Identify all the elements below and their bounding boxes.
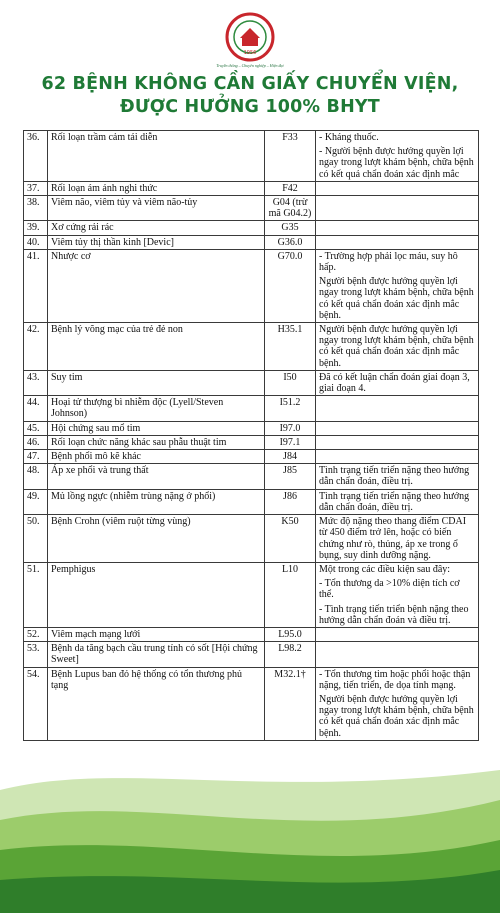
icd-code: G36.0 — [265, 235, 316, 249]
conditions-cell — [316, 396, 479, 421]
conditions-cell — [316, 627, 479, 641]
row-number: 38. — [24, 196, 48, 221]
disease-name: Áp xe phổi và trung thất — [48, 464, 265, 489]
disease-name: Suy tim — [48, 370, 265, 395]
row-number: 49. — [24, 489, 48, 514]
conditions-cell — [316, 235, 479, 249]
icd-code: F33 — [265, 131, 316, 182]
disease-name: Rối loạn ám ảnh nghi thức — [48, 181, 265, 195]
table-row — [24, 435, 479, 449]
row-number: 47. — [24, 450, 48, 464]
conditions-cell — [316, 515, 479, 563]
table-row — [24, 642, 479, 667]
icd-code: G35 — [265, 221, 316, 235]
disease-name: Bệnh lý võng mạc của trẻ đẻ non — [48, 323, 265, 371]
conditions-cell — [316, 196, 479, 221]
conditions-cell — [316, 562, 479, 627]
disease-name: Viêm mạch mạng lưới — [48, 627, 265, 641]
icd-code: L98.2 — [265, 642, 316, 667]
disease-name: Viêm não, viêm tủy và viêm não-tủy — [48, 196, 265, 221]
row-number: 40. — [24, 235, 48, 249]
conditions-cell — [316, 435, 479, 449]
icd-code: J85 — [265, 464, 316, 489]
row-number: 43. — [24, 370, 48, 395]
row-number: 46. — [24, 435, 48, 449]
conditions-cell — [316, 464, 479, 489]
table-row — [24, 667, 479, 740]
condition-text: - Trường hợp phải lọc máu, suy hô hấp. — [319, 250, 458, 274]
conditions-cell — [316, 421, 479, 435]
row-number: 45. — [24, 421, 48, 435]
disease-table — [23, 130, 475, 741]
conditions-cell — [316, 323, 479, 371]
page-title-line2: ĐƯỢC HƯỞNG 100% BHYT — [120, 97, 380, 117]
row-number: 51. — [24, 562, 48, 627]
disease-name: Pemphigus — [48, 562, 265, 627]
table-row — [24, 196, 479, 221]
table-row — [24, 323, 479, 371]
conditions-cell — [316, 489, 479, 514]
disease-name: Hội chứng sau mổ tim — [48, 421, 265, 435]
row-number: 52. — [24, 627, 48, 641]
conditions-cell — [316, 131, 479, 182]
icd-code: K50 — [265, 515, 316, 563]
conditions-cell — [316, 667, 479, 740]
table-row — [24, 515, 479, 563]
table-row — [24, 627, 479, 641]
icd-code: G70.0 — [265, 249, 316, 322]
condition-text: Một trong các điều kiện sau đây: — [319, 563, 451, 575]
row-number: 36. — [24, 131, 48, 182]
logo-caption: Truyền thống – Chuyên nghiệp – Hiện đại — [216, 63, 284, 68]
condition-text: Tình trạng tiến triển nặng theo hướng dẫn chẩn đoán, điều trị. — [319, 490, 470, 513]
table-row — [24, 221, 479, 235]
table-row — [24, 464, 479, 489]
icd-code: I51.2 — [265, 396, 316, 421]
conditions-cell — [316, 221, 479, 235]
disease-name: Bệnh phổi mô kẽ khác — [48, 450, 265, 464]
table-row — [24, 421, 479, 435]
conditions-cell — [316, 370, 479, 395]
condition-text: - Người bệnh được hưởng quyền lợi ngay trong lượt khám bệnh, chữa bệnh có kết quả chẩn đoán xác định mắc — [319, 146, 474, 180]
disease-name: Viêm tủy thị thần kinh [Devic] — [48, 235, 265, 249]
icd-code: M32.1† — [265, 667, 316, 740]
icd-code: I50 — [265, 370, 316, 395]
condition-text: - Tổn thương tim hoặc phổi hoặc thận nặng, tiến triển, đe dọa tính mạng. — [319, 668, 471, 691]
row-number: 44. — [24, 396, 48, 421]
table-row — [24, 131, 479, 182]
disease-name: Rối loạn trầm cảm tái diễn — [48, 131, 265, 182]
row-number: 54. — [24, 667, 48, 740]
disease-name: Bệnh Lupus ban đỏ hệ thống có tổn thương phủ tạng — [48, 667, 265, 740]
table-row — [24, 562, 479, 627]
condition-text: Đã có kết luận chẩn đoán giai đoạn 3, giai đoạn 4. — [319, 371, 470, 395]
condition-text: Người bệnh được hưởng quyền lợi ngay trong lượt khám bệnh, chữa bệnh có kết quả chẩn đoán xác định mắc bệnh. — [319, 324, 474, 369]
condition-text: Mức độ nặng theo thang điểm CDAI từ 450 điểm trở lên, hoặc có biến chứng như rò, thủng, áp xe trong ổ bụng, suy dinh dưỡng nặng. — [319, 516, 467, 561]
condition-text: - Tổn thương da >10% diện tích cơ thể. — [319, 578, 460, 601]
condition-text: - Kháng thuốc. — [319, 132, 379, 143]
conditions-cell — [316, 642, 479, 667]
disease-name: Bệnh Crohn (viêm ruột từng vùng) — [48, 515, 265, 563]
icd-code: H35.1 — [265, 323, 316, 371]
condition-text: Người bệnh được hưởng quyền lợi ngay trong lượt khám bệnh, chữa bệnh có kết quả chẩn đoán xác định mắc bệnh. — [319, 276, 474, 321]
row-number: 50. — [24, 515, 48, 563]
icd-code: J84 — [265, 450, 316, 464]
table-row — [24, 249, 479, 322]
row-number: 42. — [24, 323, 48, 371]
icd-code: I97.1 — [265, 435, 316, 449]
table-row — [24, 370, 479, 395]
condition-text: Tình trạng tiến triển nặng theo hướng dẫn chẩn đoán, điều trị. — [319, 465, 470, 488]
icd-code: L10 — [265, 562, 316, 627]
icd-code: F42 — [265, 181, 316, 195]
table-row — [24, 489, 479, 514]
disease-name: Nhược cơ — [48, 249, 265, 322]
svg-text:1956: 1956 — [243, 50, 257, 56]
disease-name: Hoại tử thượng bì nhiễm độc (Lyell/Steven Johnson) — [48, 396, 265, 421]
icd-code: L95.0 — [265, 627, 316, 641]
table-row — [24, 450, 479, 464]
row-number: 53. — [24, 642, 48, 667]
disease-name: Mủ lồng ngực (nhiễm trùng nặng ở phổi) — [48, 489, 265, 514]
disease-name: Rối loạn chức năng khác sau phẫu thuật tim — [48, 435, 265, 449]
table-row — [24, 181, 479, 195]
table-row — [24, 235, 479, 249]
row-number: 41. — [24, 249, 48, 322]
row-number: 37. — [24, 181, 48, 195]
hospital-logo — [225, 12, 275, 62]
icd-code: J86 — [265, 489, 316, 514]
condition-text: - Tình trạng tiến triển bệnh nặng theo hướng dẫn chẩn đoán và điều trị. — [319, 603, 469, 626]
table-row — [24, 396, 479, 421]
disease-name: Bệnh da tăng bạch cầu trung tính có sốt [Hội chứng Sweet] — [48, 642, 265, 667]
condition-text: Người bệnh được hưởng quyền lợi ngay trong lượt khám bệnh, chữa bệnh có kết quả chẩn đoán xác định mắc bệnh. — [319, 693, 474, 739]
icd-code: I97.0 — [265, 421, 316, 435]
row-number: 39. — [24, 221, 48, 235]
icd-code: G04 (trừ mã G04.2) — [265, 196, 316, 221]
page-title-line1: 62 BỆNH KHÔNG CẦN GIẤY CHUYỂN VIỆN, — [41, 74, 459, 94]
row-number: 48. — [24, 464, 48, 489]
disease-name: Xơ cứng rải rác — [48, 221, 265, 235]
conditions-cell — [316, 450, 479, 464]
conditions-cell — [316, 249, 479, 322]
conditions-cell — [316, 181, 479, 195]
